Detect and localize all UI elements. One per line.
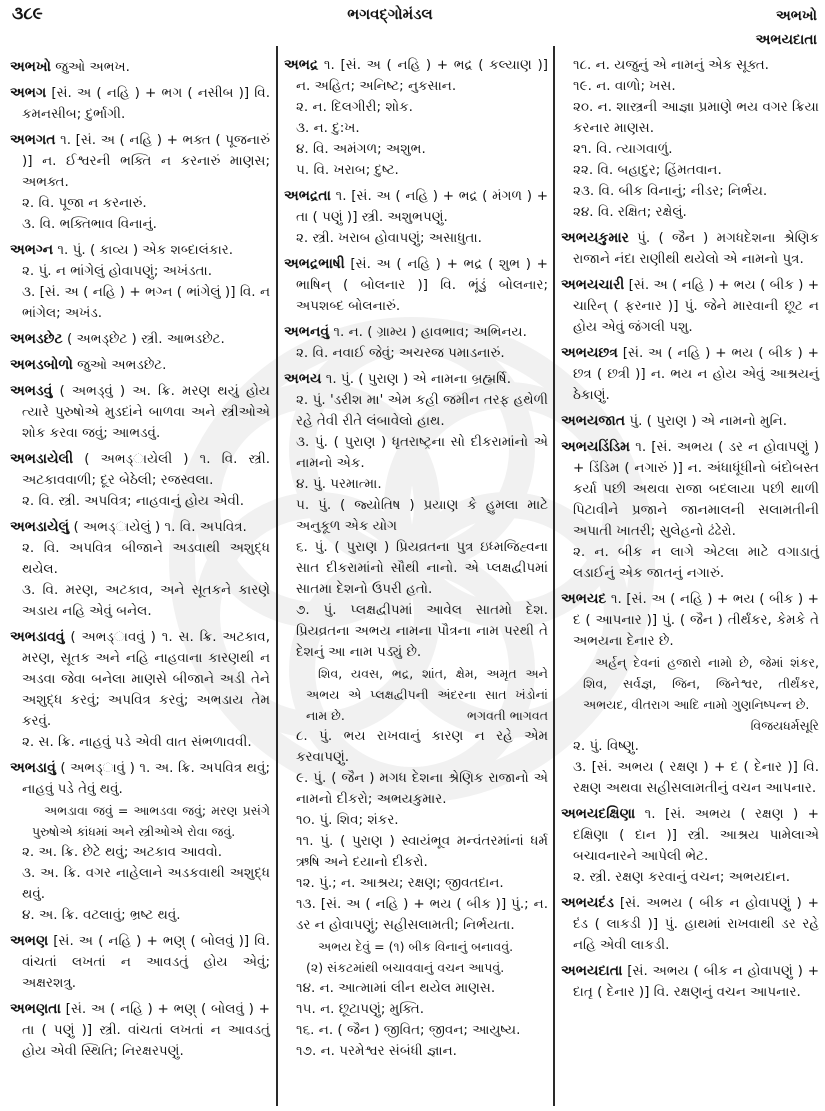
sense: ૨૦. ન. શાસ્ત્રની આજ્ઞા પ્રમાણે ભય વગર ક્રિયા કરનાર માણસ. bbox=[573, 99, 819, 136]
headword: અભયછત્ર bbox=[561, 345, 618, 361]
dictionary-entry bbox=[10, 329, 270, 350]
dictionary-entry bbox=[10, 355, 270, 376]
sense: ૯. પું. ( જૈન ) મગધ દેશના શ્રેણિક રાજાનો એ નામનો દીકરો; અભયકુમાર. bbox=[296, 770, 548, 807]
definition: ૧. પું. ( કાવ્ય ) એક શબ્દાલંકાર. bbox=[57, 242, 234, 258]
sense: ૨. સ્ત્રી. રક્ષણ કરવાનું વચન; અભયદાન. bbox=[573, 869, 791, 885]
dictionary-entry bbox=[10, 517, 270, 538]
column-divider bbox=[553, 46, 555, 1106]
headword: અભડાવું bbox=[10, 760, 56, 776]
sense: ૨. વિ. નવાઈ જેવું; અચરજ પમાડનારું. bbox=[296, 345, 505, 361]
definition: [સં. અ ( નહિ ) + ભય ( બીક ) + ચારિન્ ( ફરનાર )] પું. જેને મારવાની છૂટ ન હોય એવું જંગલી પશુ. bbox=[573, 277, 820, 335]
headword: અભયડિંડિમ bbox=[561, 439, 631, 455]
sense: ૨. વિ. અપવિત્ર બીજાને અડવાથી અશુદ્ધ થયેલ. bbox=[22, 540, 270, 577]
dictionary-entry bbox=[561, 961, 819, 1003]
quote-text: અર્હન્ દેવનાં હજારો નામો છે, જેમાં શંકર, શિવ, સર્વજ્ઞ, જિન, જિનેશ્વર, તીર્થંકર, અભયદ, વીતરાગ આદિ નામો ગુણનિષ્પન્ન છે. bbox=[583, 655, 819, 712]
headword: અભડછેટ bbox=[10, 331, 63, 347]
definition: ૧. પું. ( પુરાણ ) એ નામના બ્રહ્મર્ષિ. bbox=[325, 371, 512, 387]
sense: ૨. ન. દિલગીરી; શોક. bbox=[296, 99, 413, 115]
definition: [સં. અ ( નહિ ) + ભદ્ર ( શુભ ) + ભાષિન્ ( બોલનાર )] વિ. ભૂંડું બોલનાર; અપશબ્દ બોલનારું. bbox=[296, 256, 548, 314]
dictionary-entry bbox=[284, 369, 548, 390]
sense: ૧૩. [સં. અ ( નહિ ) + ભય ( બીક )] પું.; ન. ડર ન હોવાપણું; સહીસલામતી; નિર્ભયતા. bbox=[296, 896, 548, 933]
guide-word-last: અભયદાતા bbox=[755, 32, 817, 48]
headword: અભણ bbox=[10, 933, 49, 949]
headword: અભયદંડ bbox=[561, 895, 614, 911]
dictionary-entry bbox=[561, 411, 819, 432]
sense: ૨. પું. ન ભાંગેલું હોવાપણું; અખંડતા. bbox=[22, 263, 213, 279]
definition: [સં. અ ( નહિ ) + ભણ્ ( બોલવું ) + તા ( પણું )] સ્ત્રી. વાંચતાં લખતાં ન આવડતું હોય એવી સ્થિતિ; નિરક્ષરપણું. bbox=[22, 1001, 270, 1059]
headword: અભદ્રભાષી bbox=[284, 256, 345, 272]
sense: ૬. પું. ( પુરાણ ) પ્રિયવ્રતના પુત્ર ઇધ્મજિહ્વના સાત દીકરામાંનો સૌથી નાનો. એ પ્લક્ષદ્વીપમાં સાતમા દેશનો ઉપરી હતો. bbox=[296, 539, 548, 597]
headword: અભયદક્ષિણા bbox=[561, 806, 636, 822]
definition: ૧. ન. ( ગ્રામ્ય ) હાવભાવ; અભિનય. bbox=[333, 324, 527, 340]
sense: ૨. વિ. પૂજા ન કરનારું. bbox=[22, 195, 147, 211]
dictionary-entry bbox=[284, 254, 548, 317]
definition: ( અભડ્ાવવું ) ૧. સ. ક્રિ. અટકાવ, મરણ, સૂતક અને નહિ નાહવાના કારણથી ન અડવા જેવા બનેલા માણસે બીજાને અડી તેને અશુદ્ધ કરવું; અપવિત્ર કરવું; અભડાય તેમ કરવું. bbox=[22, 629, 270, 729]
quote-source: વિજયધર્મસૂરિ bbox=[750, 718, 819, 733]
definition: ૧. [સં. અ ( નહિ ) + ભય ( બીક ) + દ ( આપનાર )] પું. ( જૈન ) તીર્થંકર, કેમકે તે અભયના દેનાર છે. bbox=[573, 591, 819, 649]
headword: અભડાયેલી bbox=[10, 451, 74, 467]
headword: અભયકુમાર bbox=[561, 230, 629, 246]
sense: ૫. વિ. ખરાબ; દુષ્ટ. bbox=[296, 162, 399, 178]
dictionary-entry bbox=[10, 381, 270, 444]
dictionary-entry bbox=[561, 343, 819, 406]
sense: ૧૧. પું. ( પુરાણ ) સ્વાયંભૂવ મન્વંતરમાંનાં ધર્મ ઋષિ અને દયાનો દીકરો. bbox=[296, 833, 548, 870]
sense: ૧૨. પું.; ન. આશ્રય; રક્ષણ; જીવતદાન. bbox=[296, 875, 504, 891]
sense: ૨. સ. ક્રિ. નાહવું પડે એવી વાત સંભળાવવી. bbox=[22, 734, 252, 750]
headword: અભદ્રતા bbox=[284, 188, 331, 204]
usage-quote bbox=[284, 936, 548, 978]
definition: ૧. [સં. અ ( નહિ ) + ભદ્ર ( કલ્યાણ )] ન. અહિત; અનિષ્ટ; નુકસાન. bbox=[296, 57, 549, 94]
sense: ૧૬. ન. ( જૈન ) જીવિત; જીવન; આયુષ્ય. bbox=[296, 1022, 521, 1038]
headword: અભગ bbox=[10, 85, 47, 101]
definition: પું. ( પુરાણ ) એ નામનો મુનિ. bbox=[629, 413, 787, 429]
sense: ૨૧. વિ. ત્યાગવાળું. bbox=[573, 141, 673, 157]
definition: [સં. અ ( નહિ ) + ભગ ( નસીબ )] વિ. કમનસીબ; દુર્ભાગી. bbox=[22, 85, 270, 122]
headword: અભડાયેલું bbox=[10, 519, 70, 535]
guide-word-first: અભખો bbox=[776, 8, 817, 24]
definition: જુઓ અભડછેટ. bbox=[77, 357, 167, 373]
sense: ૩. [સં. અ ( નહિ ) + ભગ્ન ( ભાંગેલું )] વિ. ન ભાંગેલ; અખંડ. bbox=[22, 284, 270, 321]
definition: ૧. [સં. અ ( નહિ ) + ભદ્ર ( મંગળ ) + તા ( પણું )] સ્ત્રી. અશુભપણું. bbox=[296, 188, 549, 225]
sense: ૩. અ. ક્રિ. વગર નાહેલાને અડકવાથી અશુદ્ધ થવું. bbox=[22, 865, 270, 902]
sense: ૧૮. ન. યજુનું એ નામનું એક સૂક્ત. bbox=[573, 57, 769, 73]
sense: ૭. પું. પ્લક્ષદ્વીપમાં આવેલ સાતમો દેશ. પ્રિયવ્રતના અભય નામના પૌત્રના નામ પરથી તે દેશનું આ નામ પડ્યું છે. bbox=[296, 602, 548, 660]
dictionary-entry bbox=[284, 186, 548, 228]
dictionary-entry bbox=[561, 437, 819, 542]
definition: ( અભડ્છેટ ) સ્ત્રી. આભડછેટ. bbox=[66, 331, 225, 347]
headword: અભયદાતા bbox=[561, 963, 623, 979]
sense: ૨. અ. ક્રિ. છેટે થવું; અટકાવ આવવો. bbox=[22, 844, 222, 860]
sense: ૩. [સં. અભય ( રક્ષણ ) + દ ( દેનાર )] વિ. રક્ષણ અથવા સહીસલામતીનું વચન આપનાર. bbox=[573, 759, 819, 796]
usage-quote bbox=[561, 652, 819, 736]
dictionary-entry bbox=[561, 804, 819, 867]
sense: ૧૫. ન. છૂટાપણું; મુક્તિ. bbox=[296, 1001, 425, 1017]
sense: ૨૪. વિ. રક્ષિત; રક્ષેલું. bbox=[573, 204, 687, 220]
definition: પું. ( જૈન ) મગધદેશના શ્રેણિક રાજાને નંદા રાણીથી થયેલો એ નામનો પુત્ર. bbox=[573, 230, 819, 267]
dictionary-entry bbox=[10, 240, 270, 261]
definition: [સં. અ ( નહિ ) + ભણ્ ( બોલવું )] વિ. વાંચતાં લખતાં ન આવડતું હોય એવું; અક્ષરશત્રુ. bbox=[22, 933, 270, 991]
headword: અભગ્ન bbox=[10, 242, 54, 258]
headword: અભય bbox=[284, 371, 322, 387]
quote-source: ભગવતી ભાગવત bbox=[466, 708, 548, 723]
headword: અભડવું bbox=[10, 383, 53, 399]
dictionary-entry bbox=[10, 57, 270, 78]
dictionary-entry bbox=[10, 627, 270, 732]
definition: ૧. [સં. અ ( નહિ ) + ભક્ત ( પૂજનારું )] ન. ઈશ્વરની ભક્તિ ન કરનારું માણસ; અભક્ત. bbox=[22, 132, 270, 190]
sense: ૨. સ્ત્રી. ખરાબ હોવાપણું; અસાધુતા. bbox=[296, 230, 482, 246]
sense: ૨. પું. 'ડરીશ મા' એમ કહી જમીન તરફ હથેળી રહે તેવી રીતે લંબાવેલો હાથ. bbox=[296, 392, 548, 429]
definition: ૧. [સં. અભય ( રક્ષણ ) + દક્ષિણા ( દાન )] સ્ત્રી. આશ્રય પામેલાએ બચાવનારને આપેલી ભેટ. bbox=[573, 806, 819, 864]
page-number: ૩૮૯ bbox=[12, 4, 43, 24]
dictionary-entry bbox=[284, 55, 548, 97]
sense: ૩. વિ. મરણ, અટકાવ, અને સૂતકને કારણે અડાય નહિ એવું બનેલ. bbox=[22, 582, 270, 619]
dictionary-entry bbox=[10, 449, 270, 491]
headword: અભયચારી bbox=[561, 277, 625, 293]
quote-text-line-2: (૨) સંકટમાંથી બચાવવાનું વચન આપવું. bbox=[306, 960, 505, 975]
dictionary-entry bbox=[561, 589, 819, 652]
sense: ૨૩. વિ. બીક વિનાનું; નીડર; નિર્ભય. bbox=[573, 183, 768, 199]
sense: ૪. અ. ક્રિ. વટલાવું; ભ્રષ્ટ થવું. bbox=[22, 907, 181, 923]
sense: ૨. ન. બીક ન લાગે એટલા માટે વગાડાતું લડાઈનું એક જાતનું નગારું. bbox=[573, 544, 819, 581]
definition: ( અભડ્વું ) અ. ક્રિ. મરણ થયું હોય ત્યારે પુરુષોએ મુડદાંને બાળવા અને સ્ત્રીઓએ શોક કરવા જવું; આભડવું. bbox=[22, 383, 270, 441]
sense: ૩. વિ. ભક્તિભાવ વિનાનું. bbox=[22, 216, 157, 232]
definition: ( અભડ્ાયેલી ) ૧. વિ. સ્ત્રી. અટકાવવાળી; દૂર બેઠેલી; રજસ્વલા. bbox=[22, 451, 270, 488]
headword: અભખો bbox=[10, 59, 51, 75]
sense: ૨. પું. વિષ્ણુ. bbox=[573, 738, 639, 754]
dictionary-entry bbox=[561, 275, 819, 338]
definition: [સં. અ ( નહિ ) + ભય ( બીક ) + છત્ર ( છત્રી )] ન. ભય ન હોય એવું આશ્રયનું ઠેકાણું. bbox=[573, 345, 819, 403]
sense: ૪. વિ. અમંગળ; અશુભ. bbox=[296, 141, 426, 157]
sense: ૩. ન. દુ:ખ. bbox=[296, 120, 360, 136]
quote-text: શિવ, યવસ, ભદ્ર, શાંત, ક્ષેમ, અમૃત અને અભય એ પ્લક્ષદ્વીપની અંદરના સાત ખંડોનાં નામ છે. bbox=[306, 666, 548, 723]
headword: અભગત bbox=[10, 132, 56, 148]
dictionary-entry bbox=[10, 130, 270, 193]
headword: અભડબોળો bbox=[10, 357, 73, 373]
column-1 bbox=[10, 52, 270, 1062]
headword: અભણતા bbox=[10, 1001, 61, 1017]
dictionary-entry bbox=[284, 322, 548, 343]
headword: અભયજાત bbox=[561, 413, 626, 429]
definition: ૧. [સં. અભય ( ડર ન હોવાપણું ) + ડિંડિમ ( નગારું )] ન. અંધાધૂંધીનો બંદોબસ્ત કર્યા પછી અથવા રાજા બદલાયા પછી થાળી પિટાવીને પ્રજાને જાનમાલની સલામતીની અપાતી ખાતરી; સુલેહનો ઢંઢેરો. bbox=[573, 439, 820, 539]
headword: અભડાવવું bbox=[10, 629, 65, 645]
definition: ( અભડ્ાયેલું ) ૧. વિ. અપવિત્ર. bbox=[73, 519, 247, 535]
usage-quote bbox=[284, 663, 548, 726]
column-2 bbox=[284, 50, 548, 1062]
dictionary-entry bbox=[10, 758, 270, 800]
sense: ૫. પું. ( જ્યોતિષ ) પ્રયાણ કે હુમલા માટે અનુકૂળ એક યોગ bbox=[296, 497, 548, 534]
guide-words bbox=[756, 4, 817, 52]
sense: ૧૪. ન. આત્મામાં લીન થયેલ માણસ. bbox=[296, 980, 496, 996]
sense: ૧૯. ન. વાળો; ખસ. bbox=[573, 78, 676, 94]
page-title: ભગવદ્ગોમંડલ bbox=[347, 5, 433, 23]
sense: ૩. પું. ( પુરાણ ) ધૃતરાષ્ટ્રના સો દીકરામાંનો એ નામનો એક. bbox=[296, 434, 548, 471]
definition: [સં. અભય ( બીક ન હોવાપણું ) + દંડ ( લાકડી )] પું. હાથમાં રાખવાથી ડર રહે નહિ એવી લાકડી. bbox=[573, 895, 819, 953]
column-divider bbox=[276, 46, 278, 1106]
definition: [સં. અભય ( બીક ન હોવાપણું ) + દાતૃ ( દેનાર )] વિ. રક્ષણનું વચન આપનાર. bbox=[573, 963, 820, 1000]
dictionary-entry bbox=[10, 931, 270, 994]
sense: ૮. પું. ભય રાખવાનું કારણ ન રહે એમ કરવાપણું. bbox=[296, 728, 548, 765]
headword: અભનવું bbox=[284, 324, 330, 340]
sense: ૨૨. વિ. બહાદુર; હિંમતવાન. bbox=[573, 162, 722, 178]
sense: ૧૦. પું. શિવ; શંકર. bbox=[296, 812, 399, 828]
sense: ૨. વિ. સ્ત્રી. અપવિત્ર; નાહવાનું હોય એવી. bbox=[22, 493, 245, 509]
headword: અભદ્ર bbox=[284, 57, 319, 73]
quote-text: અભય દેવું = (૧) બીક વિનાનું બનાવવું. bbox=[318, 939, 514, 954]
dictionary-entry bbox=[10, 83, 270, 125]
sense: ૧૭. ન. પરમેશ્વર સંબંધી જ્ઞાન. bbox=[296, 1043, 457, 1059]
dictionary-entry bbox=[561, 228, 819, 270]
dictionary-entry bbox=[561, 893, 819, 956]
headword: અભયદ bbox=[561, 591, 607, 607]
column-3 bbox=[561, 55, 819, 1003]
usage-quote: અભડાવા જવું = આભડવા જવું; મરણ પ્રસંગે પુરુષોએ કાંધમાં અને સ્ત્રીઓએ રોવા જવું. bbox=[32, 803, 270, 839]
definition: ( અભડ્ાવું ) ૧. અ. ક્રિ. અપવિત્ર થવું; નાહવું પડે તેવું થવું. bbox=[22, 760, 270, 797]
definition: જુઓ અભખ. bbox=[55, 59, 130, 75]
sense: ૪. પું. પરમાત્મા. bbox=[296, 476, 382, 492]
dictionary-entry bbox=[10, 999, 270, 1062]
